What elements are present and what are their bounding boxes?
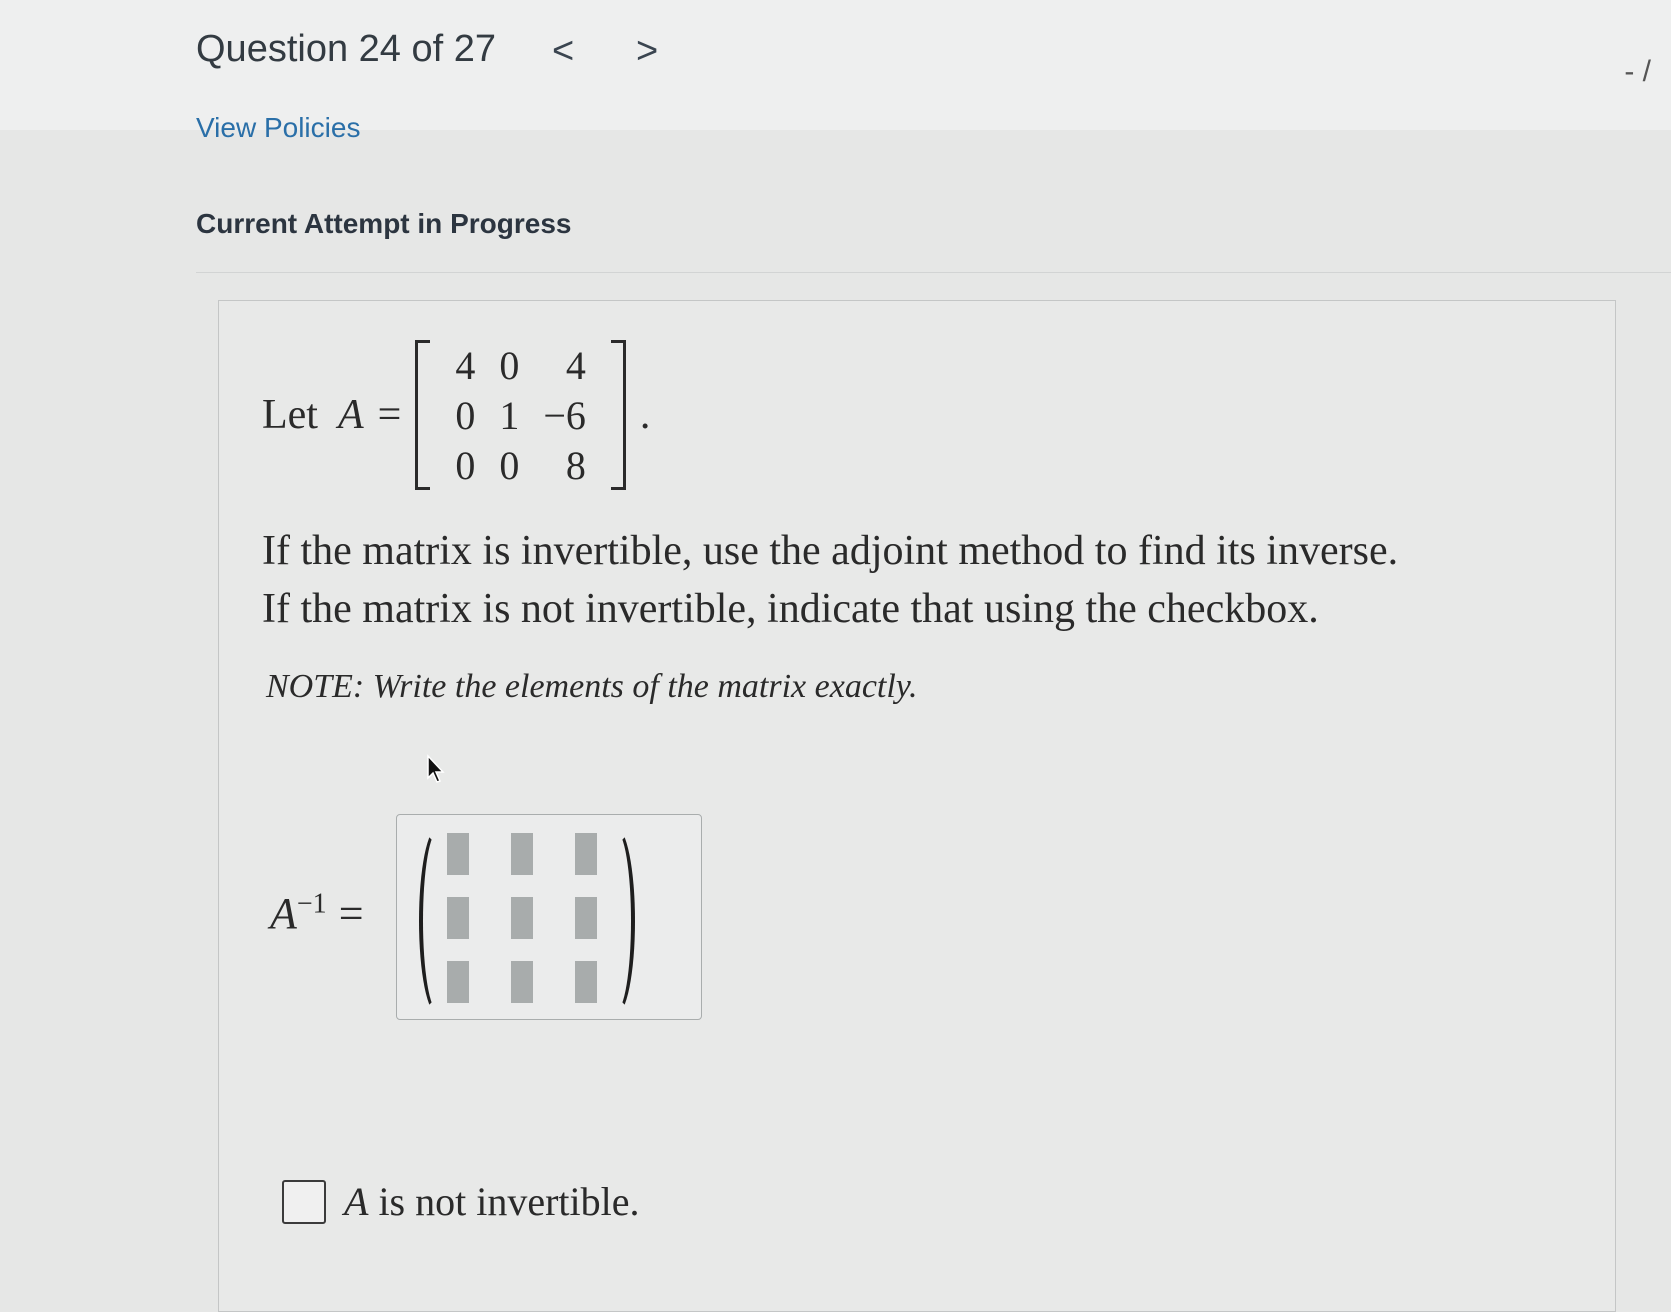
matrix-variable: A <box>337 392 364 438</box>
matrix-cell: 4 <box>565 342 586 388</box>
matrix-cell: 1 <box>499 392 520 438</box>
matrix-input-cell[interactable] <box>447 961 469 1003</box>
matrix-input-cell[interactable] <box>575 961 597 1003</box>
matrix-cell: −6 <box>543 392 586 438</box>
inverse-equals: = <box>338 889 364 938</box>
input-grid <box>447 833 597 1003</box>
matrix-cell: 0 <box>499 442 520 488</box>
equals-sign: = <box>377 392 402 438</box>
matrix-input-cell[interactable] <box>575 833 597 875</box>
matrix-cell: 0 <box>455 442 476 488</box>
instruction-line-2: If the matrix is not invertible, indicate that using the checkbox. <box>262 586 1319 632</box>
note-text: NOTE: Write the elements of the matrix exactly. <box>266 668 918 705</box>
mouse-cursor-icon <box>426 754 446 784</box>
inverse-matrix-input[interactable] <box>396 814 702 1020</box>
inverse-variable: A <box>270 889 297 938</box>
inverse-exponent: −1 <box>296 888 327 920</box>
inverse-label <box>270 888 364 939</box>
not-invertible-checkbox[interactable] <box>282 1180 326 1224</box>
view-policies-link[interactable]: View Policies <box>196 112 361 143</box>
divider <box>196 272 1671 273</box>
matrix-cell: 0 <box>499 342 520 388</box>
instructions <box>262 522 1602 638</box>
matrix-input-cell[interactable] <box>511 897 533 939</box>
matrix-input-cell[interactable] <box>511 961 533 1003</box>
matrix-a <box>415 340 626 490</box>
let-text: Let <box>262 392 318 438</box>
not-invertible-label <box>344 1178 640 1225</box>
previous-question-icon[interactable]: < <box>552 30 575 72</box>
matrix-cell: 4 <box>455 342 476 388</box>
instruction-line-1: If the matrix is invertible, use the adjoint method to find its inverse. <box>262 528 1399 574</box>
attempt-status: Current Attempt in Progress <box>196 208 572 239</box>
next-question-icon[interactable]: > <box>636 30 659 72</box>
question-header <box>196 28 496 71</box>
not-invertible-option[interactable] <box>282 1178 640 1225</box>
matrix-input-cell[interactable] <box>575 897 597 939</box>
right-parenthesis <box>597 827 635 1015</box>
checkbox-variable: A <box>344 1179 369 1224</box>
matrix-cell: 8 <box>565 442 586 488</box>
checkbox-text: is not invertible. <box>368 1179 640 1224</box>
matrix-input-cell[interactable] <box>447 833 469 875</box>
question-counter: Question 24 of 27 <box>196 28 496 70</box>
matrix-input-cell[interactable] <box>511 833 533 875</box>
period: . <box>639 392 651 438</box>
points-indicator: - / <box>1624 55 1651 88</box>
matrix-cell: 0 <box>455 392 476 438</box>
matrix-input-cell[interactable] <box>447 897 469 939</box>
matrix-definition <box>262 330 650 500</box>
